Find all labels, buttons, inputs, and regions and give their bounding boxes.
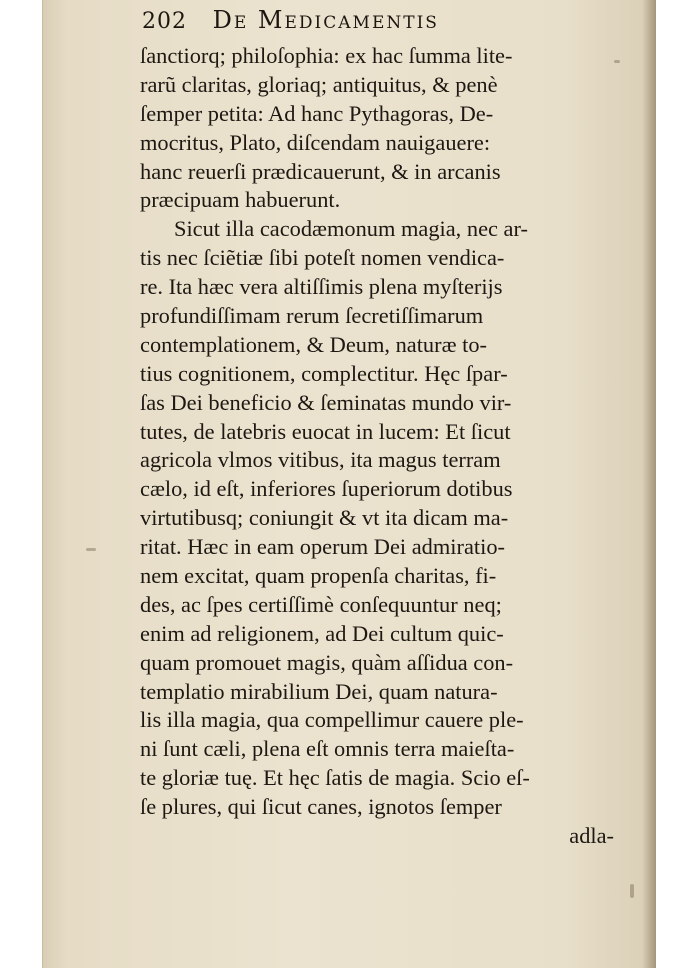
paragraph-start-line: Sicut illa cacodæmonum magia, nec ar- [174, 216, 528, 242]
text-line: nem excitat, quam propenſa charitas, fi- [140, 563, 497, 589]
text-line: hanc reuerſi prædicauerunt, & in arcanis [140, 158, 501, 184]
text-line: tis nec ſciẽtiæ ſibi poteſt nomen vendica- [140, 245, 505, 271]
text-line: præcipuam habuerunt. [140, 187, 341, 213]
text-line: enim ad religionem, ad Dei cultum quic- [140, 620, 504, 646]
text-line: ſas Dei beneficio & ſeminatas mundo vir- [140, 389, 512, 415]
text-line: templatio mirabilium Dei, quam natura- [140, 678, 498, 704]
text-line: tutes, de latebris euocat in lucem: Et ſicut [140, 418, 511, 444]
margin-mark [86, 548, 96, 551]
text-line: re. Ita hæc vera altiſſimis plena myſterijs [140, 274, 503, 300]
text-line: ſemper petita: Ad hanc Pythagoras, De- [140, 100, 494, 126]
text-line: lis illa magia, qua compellimur cauere ple- [140, 707, 524, 733]
text-line: profundiſſimam rerum ſecretiſſimarum [140, 303, 484, 329]
text-line: virtutibusq; coniungit & vt ita dicam ma- [140, 505, 509, 531]
body-text [140, 42, 620, 851]
text-line: ritat. Hæc in eam operum Dei admiratio- [140, 534, 505, 560]
text-line: ſanctiorq; philoſophia: ex hac ſumma lite- [140, 43, 513, 68]
text-line: ſe plures, qui ſicut canes, ignotos ſemper [140, 794, 502, 820]
text-line: ni ſunt cæli, plena eſt omnis terra maieſta- [140, 736, 515, 762]
running-title: De Medicamentis [212, 6, 439, 34]
text-line: des, ac ſpes certiſſimè conſequuntur neq; [140, 591, 502, 617]
text-line: tius cognitionem, complectitur. Hęc ſpar- [140, 360, 508, 386]
text-line: contemplationem, & Deum, naturæ to- [140, 331, 487, 357]
text-line: agricola vlmos vitibus, ita magus terram [140, 447, 501, 473]
text-line: quam promouet magis, quàm aſſidua con- [140, 649, 514, 675]
text-line: rarũ claritas, gloriaq; antiquitus, & penè [140, 71, 498, 97]
book-page [42, 0, 656, 968]
running-header [142, 6, 622, 38]
spine-shadow [642, 0, 656, 968]
text-line: mocritus, Plato, diſcendam nauigauere: [140, 129, 491, 155]
catchword: adla- [569, 823, 614, 849]
text-line: cælo, id eſt, inferiores ſuperiorum dotibus [140, 476, 513, 502]
text-line: te gloriæ tuę. Et hęc ſatis de magia. Scio eſ- [140, 765, 530, 791]
page-number: 202 [142, 9, 187, 34]
margin-mark [614, 60, 620, 63]
margin-mark [630, 884, 634, 898]
page-edge [42, 0, 43, 968]
